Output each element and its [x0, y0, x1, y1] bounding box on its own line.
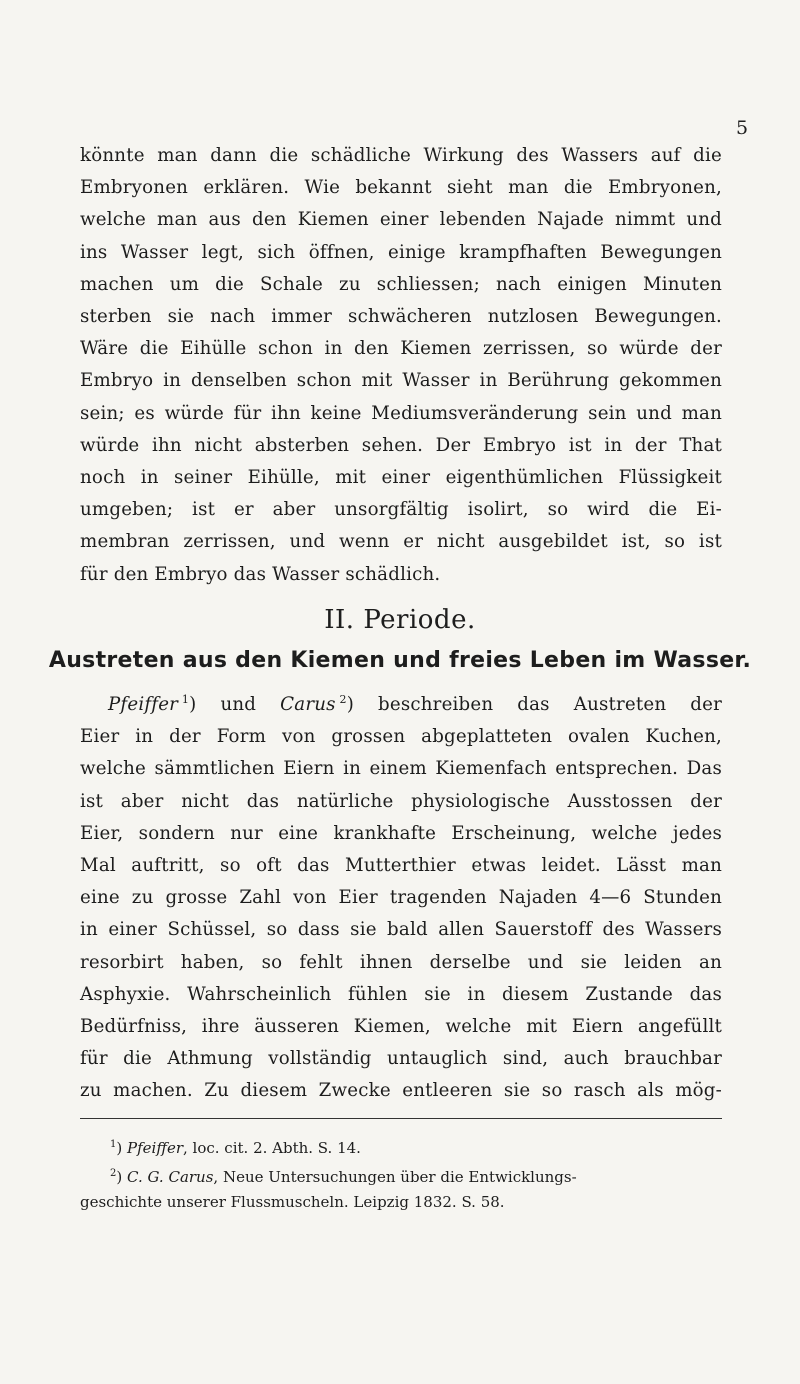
- text-line: umgeben; ist er aber unsorgfältig isolirt, so wird die Ei-: [80, 499, 722, 521]
- footnote-author: C. G. Carus: [127, 1168, 214, 1186]
- text-line: Bedürfniss, ihre äusseren Kiemen, welche mit Eiern angefüllt: [80, 1016, 722, 1038]
- text-line: für die Athmung vollständig untauglich sind, auch brauchbar: [80, 1048, 722, 1070]
- text-line: Eier in der Form von grossen abgeplatteten ovalen Kuchen,: [80, 726, 722, 748]
- text-line: Asphyxie. Wahrscheinlich fühlen sie in diesem Zustande das: [80, 983, 722, 1005]
- author-name: Carus: [280, 694, 336, 715]
- text-line: Eier, sondern nur eine krankhafte Erscheinung, welche jedes: [80, 822, 722, 844]
- footnote-ref[interactable]: 2: [339, 693, 347, 706]
- text-line: würde ihn nicht absterben sehen. Der Embryo ist in der That: [80, 434, 722, 456]
- text-line: welche sämmtlichen Eiern in einem Kiemenfach entsprechen. Das: [80, 758, 722, 780]
- footnote-divider: [80, 1118, 722, 1119]
- footnote-mark: 1: [110, 1139, 117, 1150]
- text-line: ins Wasser legt, sich öffnen, einige krampfhaften Bewegungen: [80, 241, 722, 263]
- text-line: membran zerrissen, und wenn er nicht ausgebildet ist, so ist: [80, 531, 722, 553]
- text-fragment: ) beschreiben das Austreten der: [346, 694, 723, 715]
- text-line: Mal auftritt, so oft das Mutterthier etwas leidet. Lässt man: [80, 855, 722, 877]
- text-fragment: ) und: [189, 694, 281, 715]
- text-line: [80, 684, 722, 721]
- text-line: für den Embryo das Wasser schädlich.: [80, 563, 441, 585]
- section-subheading: Austreten aus den Kiemen und freies Leben im Wasser.: [48, 648, 752, 673]
- footnotes: [80, 1132, 722, 1215]
- text-line: in einer Schüssel, so dass sie bald allen Sauerstoff des Wassers: [80, 919, 722, 941]
- footnote-2: $^2$) C. G. Carus, Neue Untersuchungen über die Entwicklungs-: [110, 1168, 577, 1186]
- text-line: noch in seiner Eihülle, mit einer eigenthümlichen Flüssigkeit: [80, 467, 722, 489]
- footnote-mark: 2: [110, 1168, 117, 1179]
- text-line: sterben sie nach immer schwächeren nutzlosen Bewegungen.: [80, 306, 722, 328]
- text-line: ist aber nicht das natürliche physiologische Ausstossen der: [80, 790, 722, 812]
- footnote-text: , Neue Untersuchungen über die Entwicklungs-: [213, 1168, 577, 1186]
- footnote-text: , loc. cit. 2. Abth. S. 14.: [183, 1139, 361, 1157]
- footnote-ref[interactable]: 1: [181, 693, 190, 706]
- text-line: machen um die Schale zu schliessen; nach einigen Minuten: [80, 273, 722, 295]
- paragraph-embryo-water: [80, 140, 722, 591]
- text-line: sein; es würde für ihn keine Mediumsveränderung sein und man: [80, 402, 722, 424]
- author-name: Pfeiffer: [108, 694, 179, 715]
- text-line: Wäre die Eihülle schon in den Kiemen zerrissen, so würde der: [80, 338, 722, 360]
- text-line: zu machen. Zu diesem Zwecke entleeren sie so rasch als mög-: [80, 1080, 722, 1102]
- text-line: Embryonen erklären. Wie bekannt sieht man die Embryonen,: [80, 177, 722, 199]
- text-line: eine zu grosse Zahl von Eier tragenden Najaden 4—6 Stunden: [80, 887, 722, 909]
- text-line: Embryo in denselben schon mit Wasser in Berührung gekommen: [80, 370, 722, 392]
- footnote-1: $^1$) Pfeiffer, loc. cit. 2. Abth. S. 14.: [110, 1139, 361, 1157]
- page-number: 5: [736, 117, 749, 139]
- text-line: könnte man dann die schädliche Wirkung des Wassers auf die: [80, 145, 722, 166]
- footnote-author: Pfeiffer: [127, 1139, 183, 1157]
- footnote-2-continuation: geschichte unserer Flussmuscheln. Leipzig 1832. S. 58.: [80, 1193, 505, 1211]
- paragraph-egg-release: [80, 684, 722, 1108]
- text-line: welche man aus den Kiemen einer lebenden Najade nimmt und: [80, 209, 722, 231]
- section-heading: II. Periode.: [324, 605, 476, 635]
- text-line: resorbirt haben, so fehlt ihnen derselbe und sie leiden an: [80, 951, 722, 973]
